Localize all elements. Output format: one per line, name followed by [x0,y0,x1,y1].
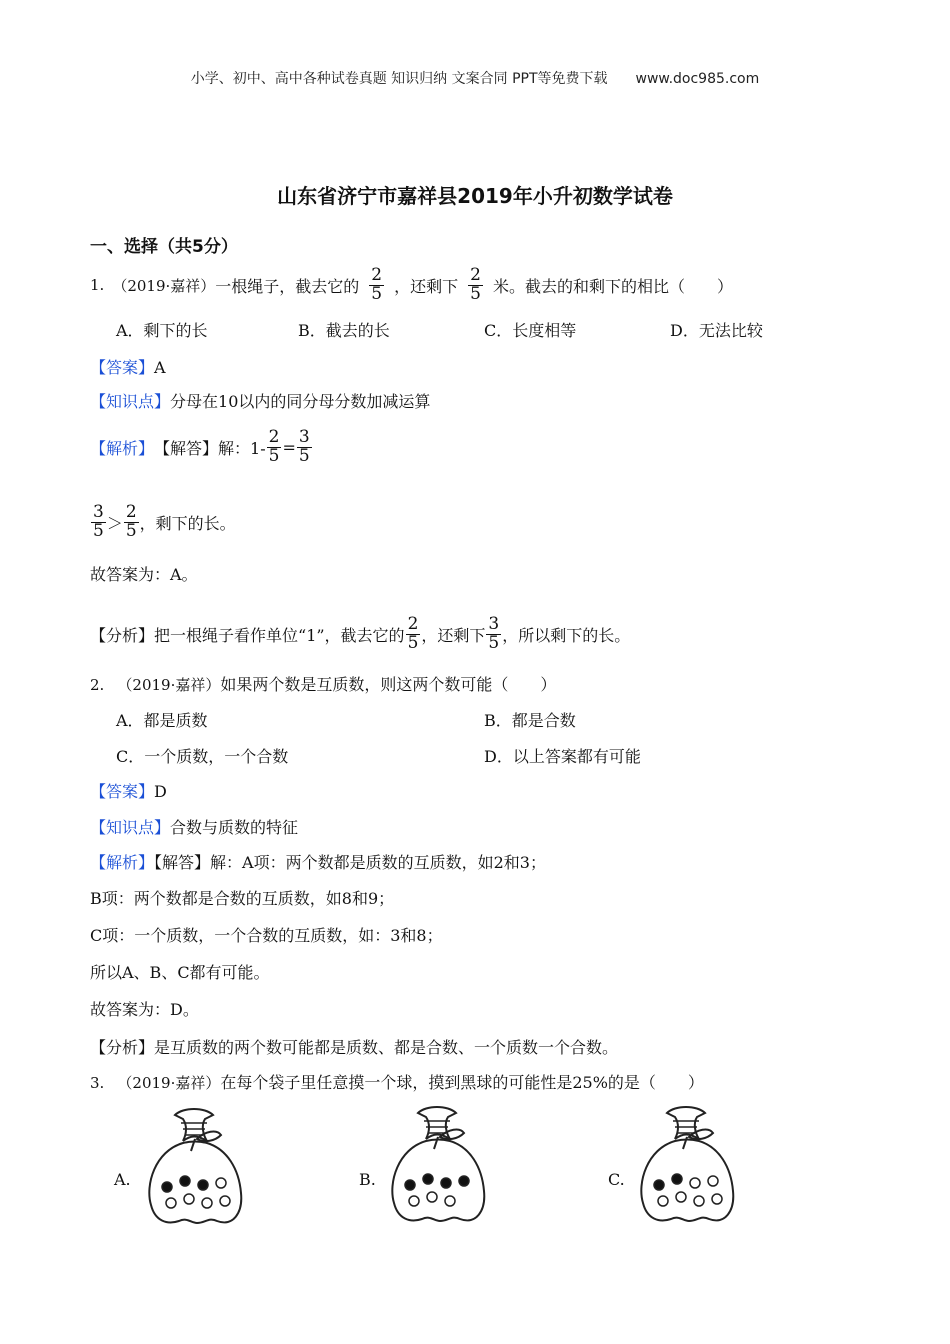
q3-option-a-label[interactable]: A. [114,1170,131,1189]
q1-stem-c: 米。截去的和剩下的相比（ ） [492,276,733,296]
q1-frac-a: $\frac{2}{5}$ [371,264,383,304]
q3-option-c-label[interactable]: C. [608,1170,625,1189]
q2-number: 2. [90,676,105,694]
q3-stem-text: 在每个袋子里任意摸一个球，摸到黑球的可能性是25%的是（ ） [220,1073,704,1092]
q2-fenxi-text: 是互质数的两个数可能都是质数、都是合数、一个质数一个合数。 [154,1038,619,1057]
q1-compare-frac-2: $\frac{2}{5}$ [125,501,137,541]
q2-option-b[interactable]: B．都是合数 [484,711,576,730]
section-heading: 一、选择（共5分） [90,237,238,257]
q1-answer [90,355,166,378]
bag-body [641,1140,733,1222]
q1-compare-frac-1: $\frac{3}{5}$ [93,501,104,541]
q1-answer-value: A [154,358,166,377]
q1-fenxi-a: 把一根绳子看作单位“1”，截去它的 [154,625,405,645]
header-site-link[interactable]: www.doc985.com [635,71,760,87]
header-text: 小学、初中、高中各种试卷真题 知识归纳 文案合同 PPT等免费下载 [190,71,608,87]
q3-source: （2019·嘉祥） [117,1074,221,1092]
q1-stem-a: 一根绳子，截去它的 [215,276,360,296]
q1-solve-eq: = [282,437,296,457]
q2-answer [90,779,167,802]
white-ball [220,1196,230,1206]
fenxi-tag: 【分析】 [90,625,155,645]
knowledge-tag: 【知识点】 [90,818,171,837]
q2-solution-line-4: 所以A、B、C都有可能。 [90,963,270,982]
q1-compare-gt: ＞ [106,513,123,533]
q1-stem-b: ，还剩下 [394,276,459,296]
black-ball [198,1180,208,1190]
analysis-tag: 【解析】 [90,853,155,872]
bag-neck [175,1109,213,1141]
q1-source: （2019·嘉祥） [112,276,216,295]
bag-neck [667,1107,705,1139]
q2-stem-text: 如果两个数是互质数，则这两个数可能（ ） [220,675,557,694]
q2-fenxi [90,1035,618,1058]
white-ball [427,1192,437,1202]
q3-bag-b[interactable] [388,1103,488,1228]
white-ball [690,1178,700,1188]
q2-solve-line1: 解：A项：两个数都是质数的互质数，如2和3； [210,853,546,872]
q2-solution-line-3: C项：一个质数，一个合数的互质数，如：3和8； [90,926,443,945]
black-ball [162,1182,172,1192]
q1-solve-prefix: 解：1- [218,438,266,458]
q1-fenxi-frac-2: $\frac{3}{5}$ [488,613,500,653]
answer-tag: 【答案】 [90,358,155,377]
q1-option-b[interactable]: B．截去的长 [298,321,390,340]
black-ball [441,1178,451,1188]
q2-option-c[interactable]: C．一个质数，一个合数 [116,747,289,766]
q1-option-a[interactable]: A．剩下的长 [116,321,208,340]
q1-fenxi-c: ，所以剩下的长。 [502,625,631,645]
q2-answer-value: D [154,782,167,801]
white-ball [708,1176,718,1186]
white-ball [409,1196,419,1206]
q1-knowledge [90,389,430,412]
white-ball [202,1198,212,1208]
q1-solution [90,425,313,469]
q1-solve-frac-1: $\frac{2}{5}$ [268,426,280,466]
bag-c-balls [654,1174,722,1206]
q3-bag-c[interactable] [637,1103,737,1228]
page-title: 山东省济宁市嘉祥县2019年小升初数学试卷 [277,184,673,208]
q2-stem [90,672,556,695]
q1-compare-text: ，剩下的长。 [139,513,236,533]
white-ball [712,1194,722,1204]
black-ball [423,1174,433,1184]
q2-knowledge [90,815,298,838]
q3-number: 3. [90,1074,105,1092]
q2-knowledge-text: 合数与质数的特征 [170,818,299,837]
q1-fenxi [90,612,630,656]
q1-conclusion: 故答案为：A。 [90,565,198,584]
q1-option-c[interactable]: C．长度相等 [484,321,577,340]
bag-a-balls [162,1176,230,1208]
q3-option-b-label[interactable]: B. [359,1170,376,1189]
q1-option-d[interactable]: D．无法比较 [670,321,763,340]
q1-knowledge-text: 分母在10以内的同分母分数加减运算 [170,392,431,411]
bag-body [392,1140,484,1222]
bag-body [149,1142,241,1224]
bag-neck [418,1107,456,1139]
q1-frac-b: $\frac{2}{5}$ [470,264,481,304]
q3-stem [90,1070,704,1093]
q1-fenxi-b: ，还剩下 [421,625,486,645]
q2-source: （2019·嘉祥） [117,676,221,694]
q1-number: 1. [90,276,105,294]
black-ball [459,1176,469,1186]
solve-tag: 【解答】 [154,438,219,458]
page-header [0,68,950,88]
white-ball [216,1178,226,1188]
black-ball [405,1180,415,1190]
q2-solution-line-1 [90,850,546,873]
q1-solve-frac-2: $\frac{3}{5}$ [298,426,310,466]
q3-bag-a[interactable] [145,1105,245,1230]
white-ball [445,1196,455,1206]
solve-tag: 【解答】 [154,853,211,872]
answer-tag: 【答案】 [90,782,155,801]
black-ball [180,1176,190,1186]
q1-fenxi-frac-1: $\frac{2}{5}$ [407,613,419,653]
analysis-tag: 【解析】 [90,438,155,458]
q1-compare [90,500,236,544]
white-ball [166,1198,176,1208]
black-ball [672,1174,682,1184]
bag-b-balls [405,1174,469,1206]
white-ball [658,1196,668,1206]
q2-solution-line-2: B项：两个数都是合数的互质数，如8和9； [90,889,395,908]
q1-stem [90,264,733,304]
white-ball [184,1194,194,1204]
q2-conclusion: 故答案为：D。 [90,1000,199,1019]
q2-option-a[interactable]: A．都是质数 [116,711,208,730]
black-ball [654,1180,664,1190]
white-ball [694,1196,704,1206]
knowledge-tag: 【知识点】 [90,392,171,411]
white-ball [676,1192,686,1202]
fenxi-tag: 【分析】 [90,1038,155,1057]
q2-option-d[interactable]: D．以上答案都有可能 [484,747,641,766]
